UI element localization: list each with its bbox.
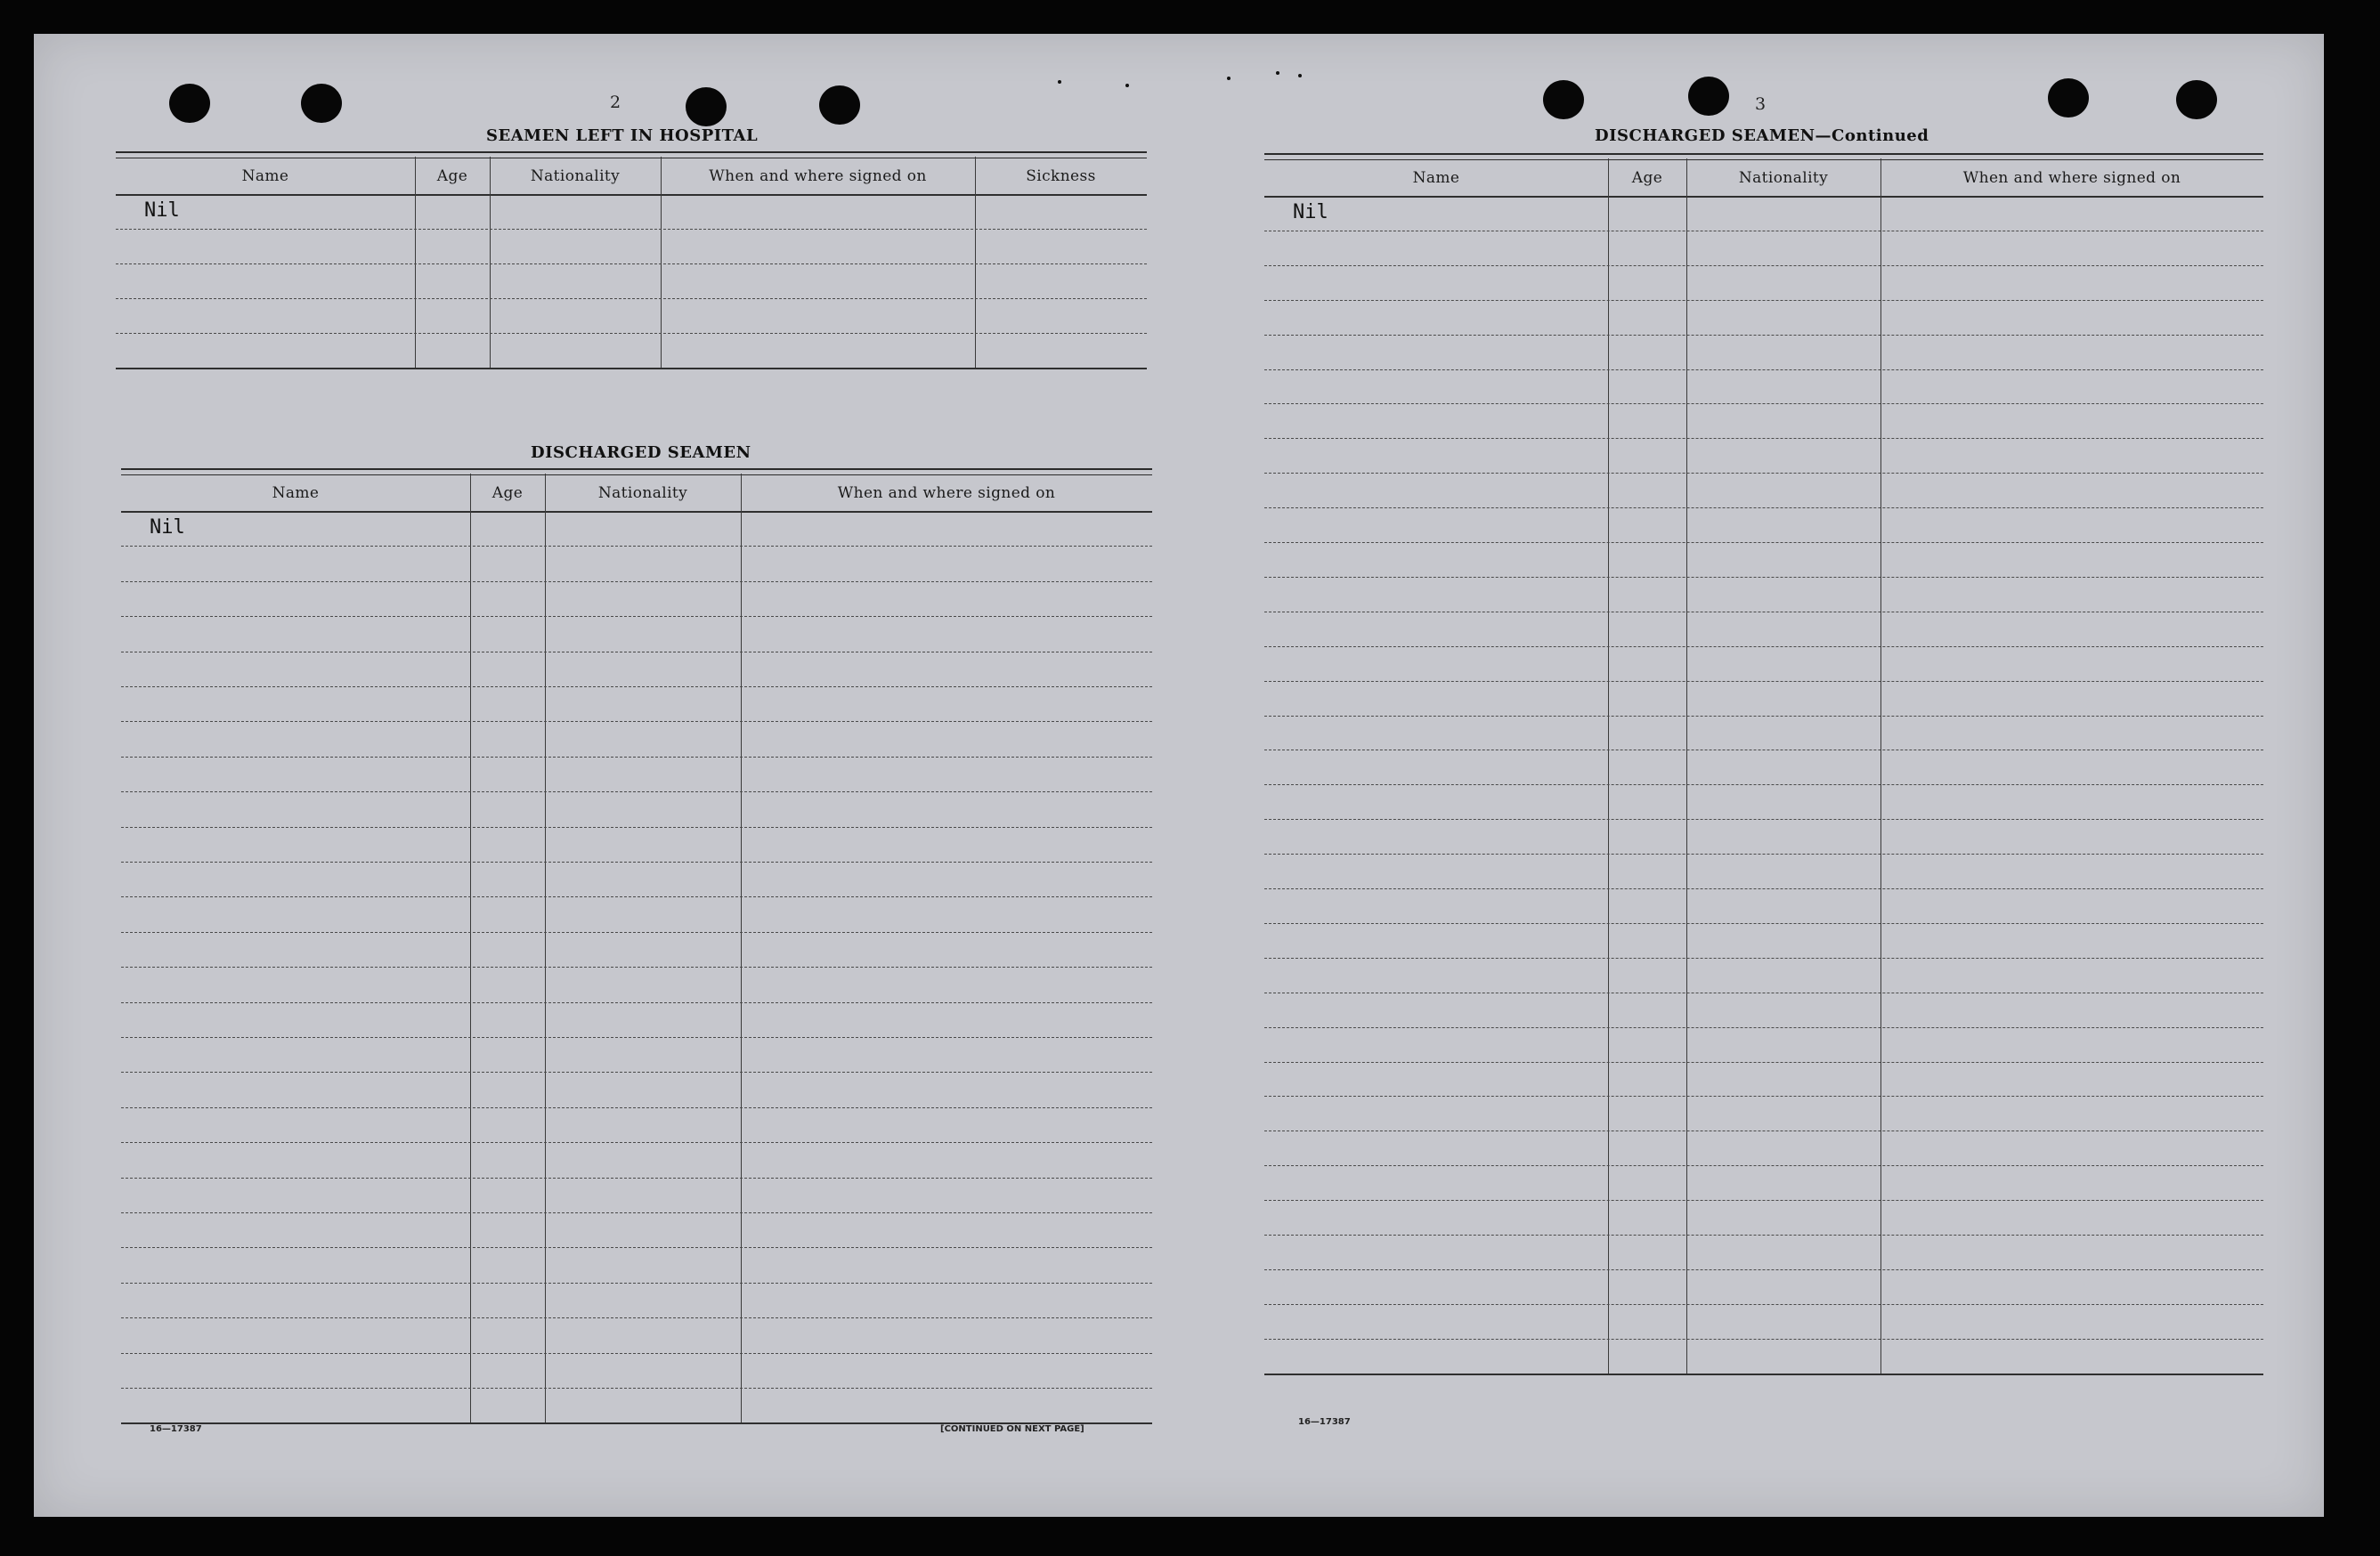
table-row-line [1264,473,2263,474]
column-header: Nationality [597,484,688,502]
table-header-rule [1264,196,2263,198]
column-divider [1608,158,1609,1374]
punch-hole [2048,78,2089,118]
name-entry: Nil [1293,201,1328,223]
table-row-line [1264,958,2263,959]
table-row-line [121,1178,1152,1179]
document-sheet [34,34,2324,1517]
table-row-line [121,616,1152,617]
column-divider [661,157,662,368]
table-row-line [121,686,1152,687]
column-header: Nationality [530,167,621,185]
name-entry: Nil [150,516,185,539]
table-bottom-rule [121,1422,1152,1424]
speck [1227,77,1231,80]
table-row-line [1264,716,2263,717]
table-row-line [1264,888,2263,889]
table-row-line [121,1002,1152,1003]
punch-hole [1688,77,1729,116]
column-divider [1880,158,1881,1374]
table-row-line [121,896,1152,897]
punch-hole [686,87,727,126]
table-row-line [1264,1027,2263,1028]
table-row-line [1264,507,2263,508]
column-header: When and where signed on [709,167,927,185]
table-row-line [1264,1096,2263,1097]
table-row-line [1264,1200,2263,1201]
speck [1298,74,1302,77]
table-row-line [1264,438,2263,439]
column-header: Age [1631,169,1663,187]
punch-hole [819,85,860,125]
table-row-line [1264,646,2263,647]
column-header: When and where signed on [1962,169,2181,187]
table-row-line [116,263,1147,264]
table-row-line [121,862,1152,863]
table-row-line [1264,1165,2263,1166]
discharged-continued-rule [1264,153,2263,160]
column-header: Name [272,484,320,502]
column-divider [490,157,491,368]
column-header: When and where signed on [837,484,1056,502]
punch-hole [1543,80,1584,119]
column-header: Age [436,167,468,185]
table-row-line [121,932,1152,933]
table-row-line [1264,1269,2263,1270]
table-row-line [1264,681,2263,682]
table-row-line [1264,1062,2263,1063]
table-row-line [1264,300,2263,301]
column-header: Nationality [1738,169,1829,187]
table-header-rule [116,194,1147,196]
table-row-line [1264,819,2263,820]
table-row-line [1264,335,2263,336]
page-number-right: 3 [1755,94,1767,114]
punch-hole [301,84,342,123]
table-row-line [121,1142,1152,1143]
table-row-line [1264,1235,2263,1236]
punch-hole [169,84,210,123]
table-bottom-rule [1264,1374,2263,1375]
table-row-line [1264,854,2263,855]
table-row-line [1264,542,2263,543]
column-divider [975,157,976,368]
table-row-line [121,967,1152,968]
table-row-line [121,1107,1152,1108]
table-row-line [1264,403,2263,404]
table-row-line [1264,1339,2263,1340]
column-divider [1686,158,1687,1374]
table-row-line [121,1037,1152,1038]
discharged-continued-title: DISCHARGED SEAMEN—Continued [1595,126,1929,145]
form-number-right: 16—17387 [1298,1417,1351,1427]
table-row-line [121,1212,1152,1213]
table-row-line [121,1317,1152,1318]
punch-hole [2176,80,2217,119]
table-row-line [1264,923,2263,924]
table-row-line [121,721,1152,722]
speck [1125,84,1129,87]
table-row-line [121,757,1152,758]
column-header: Age [491,484,524,502]
continued-note: [CONTINUED ON NEXT PAGE] [940,1424,1084,1434]
hospital-rule [116,151,1147,158]
discharged-rule [121,468,1152,475]
table-row-line [116,229,1147,230]
page-number-left: 2 [610,93,621,112]
table-bottom-rule [116,368,1147,369]
form-number-left: 16—17387 [150,1424,202,1434]
table-row-line [1264,577,2263,578]
table-row-line [1264,265,2263,266]
table-row-line [1264,369,2263,370]
column-header: Name [1412,169,1460,187]
table-row-line [116,333,1147,334]
speck [1276,71,1279,75]
table-row-line [121,1388,1152,1389]
table-row-line [116,298,1147,299]
table-row-line [121,1072,1152,1073]
table-row-line [121,1353,1152,1354]
table-header-rule [121,511,1152,513]
table-row-line [1264,784,2263,785]
table-row-line [121,791,1152,792]
column-divider [415,157,416,368]
table-row-line [1264,1304,2263,1305]
column-header: Name [241,167,289,185]
column-header: Sickness [1026,167,1096,185]
speck [1058,80,1061,84]
name-entry: Nil [144,199,180,222]
table-row-line [121,546,1152,547]
hospital-title: SEAMEN LEFT IN HOSPITAL [486,126,759,145]
table-row-line [121,827,1152,828]
table-row-line [121,1247,1152,1248]
table-row-line [121,581,1152,582]
table-row-line [121,1283,1152,1284]
discharged-title: DISCHARGED SEAMEN [531,443,751,462]
